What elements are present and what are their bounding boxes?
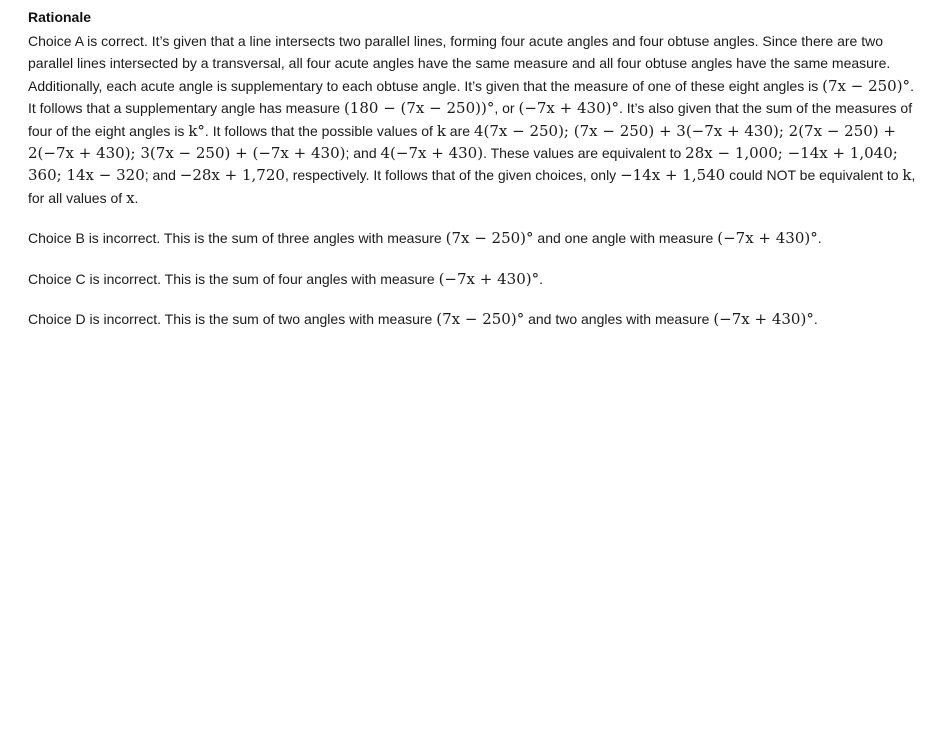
math-expression: (−7x + 430)° (438, 269, 540, 288)
math-expression: (7x − 250)° (822, 76, 911, 95)
text-run: . These values are equivalent to (483, 145, 686, 162)
text-run: , respectively. It follows that of the given choices, only (284, 167, 621, 184)
text-run: are (445, 122, 474, 139)
math-expression: 4(−7x + 430) (380, 144, 484, 163)
math-expression: 4(7x − 250); (7x − 250) + 3(−7x + 430); 2(7x − 250) + 2(−7x + 430); 3(7x − 250) + (−7x + 430) (28, 121, 896, 163)
math-expression: (−7x + 430)° (717, 229, 818, 248)
math-expression: (−7x + 430)° (713, 310, 814, 329)
choice-d-explanation (28, 308, 918, 330)
math-expression: (180 − (7x − 250))° (343, 99, 495, 118)
math-expression: −14x + 1,540 (620, 166, 726, 185)
text-run: , or (494, 100, 519, 117)
text-run: Choice B is incorrect. This is the sum of three angles with measure (28, 230, 446, 247)
text-run: . It follows that the possible values of (204, 122, 437, 139)
math-expression: k (436, 121, 446, 140)
text-run: , for all values of (28, 167, 916, 206)
math-expression: (−7x + 430)° (518, 99, 619, 118)
text-run: . (134, 189, 139, 206)
text-run: . It follows that a supplementary angle has measure (28, 77, 914, 117)
text-run: ; and (144, 167, 180, 184)
math-expression: x (126, 188, 135, 207)
text-run: could NOT be equivalent to (725, 167, 903, 184)
text-run: Choice A is correct. It’s given that a line intersects two parallel lines, forming four acute angles and four obtuse angles. Since there are two parallel lines intersected by a transversal, all four acute angles have the same measure and all four obtuse angles have the same measure. Additionally, each acute angle is supplementary to each obtuse angle. It’s given that the measure of one of these eight angles is (28, 33, 891, 94)
text-run: . (813, 311, 818, 328)
choice-a-explanation (28, 30, 918, 209)
rationale-section (28, 8, 918, 330)
text-run: . (817, 230, 822, 247)
math-expression: k° (188, 121, 205, 140)
choice-b-explanation (28, 227, 918, 249)
text-run: . It’s also given that the sum of the measures of four of the eight angles is (28, 100, 913, 139)
math-expression: 28x − 1,000; −14x + 1,040; 360; 14x − 320 (28, 144, 898, 185)
rationale-heading: Rationale (28, 9, 92, 25)
math-expression: k (902, 166, 912, 185)
choice-c-explanation (28, 268, 918, 290)
text-run: Choice D is incorrect. This is the sum of two angles with measure (28, 311, 437, 328)
text-run: ; and (345, 145, 381, 162)
text-run: and one angle with measure (533, 230, 718, 247)
text-run: . (539, 270, 543, 287)
text-run: and two angles with measure (524, 311, 714, 328)
text-run: Choice C is incorrect. This is the sum of four angles with measure (28, 270, 439, 287)
math-expression: −28x + 1,720 (179, 166, 285, 185)
math-expression: (7x − 250)° (436, 310, 525, 329)
math-expression: (7x − 250)° (445, 229, 534, 248)
